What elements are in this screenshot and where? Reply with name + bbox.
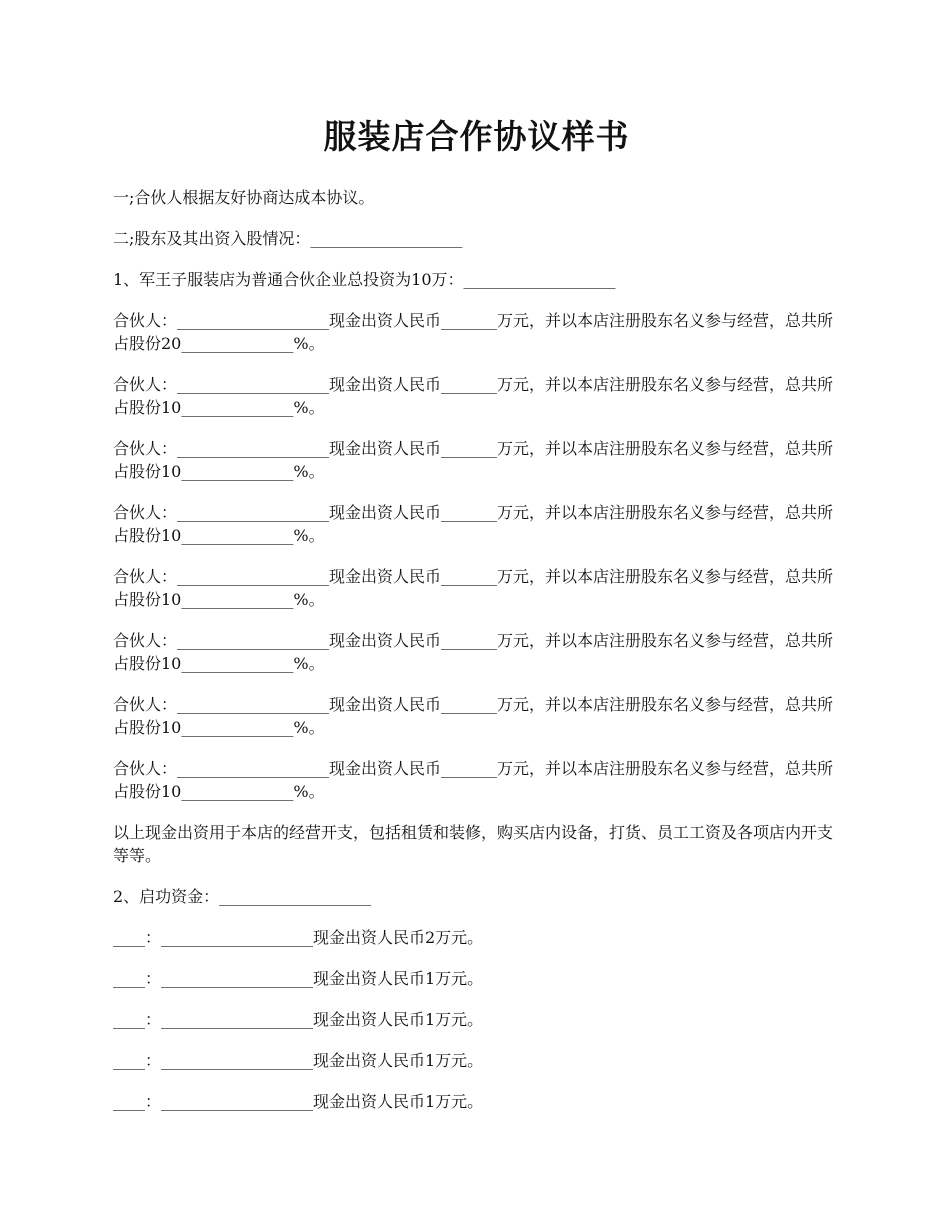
paragraph-partner-4: 合伙人：___________________现金出资人民币_______万元，并以本店注册股东名义参与经营，总共所占股份10______________%。 <box>113 503 834 545</box>
paragraph-partner-3: 合伙人：___________________现金出资人民币_______万元，并以本店注册股东名义参与经营，总共所占股份10______________%。 <box>113 439 834 481</box>
paragraph-partner-1: 合伙人：___________________现金出资人民币_______万元，并以本店注册股东名义参与经营，总共所占股份20______________%。 <box>113 311 834 353</box>
paragraph-startup-funds: 2、启功资金：___________________ <box>113 887 372 906</box>
paragraph-total-investment: 1、军王子服装店为普通合伙企业总投资为10万：___________________ <box>113 270 616 289</box>
paragraph-partner-8: 合伙人：___________________现金出资人民币_______万元，并以本店注册股东名义参与经营，总共所占股份10______________%。 <box>113 759 834 801</box>
paragraph-usage: 以上现金出资用于本店的经营开支，包括租赁和装修，购买店内设备，打货、员工工资及各项店内开支等等。 <box>113 823 834 865</box>
paragraph-partner-6: 合伙人：___________________现金出资人民币_______万元，并以本店注册股东名义参与经营，总共所占股份10______________%。 <box>113 631 834 673</box>
document-title: 服装店合作协议样书 <box>323 117 630 156</box>
paragraph-shareholders: 二;股东及其出资入股情况：___________________ <box>113 229 463 248</box>
paragraph-fund-line-4: ____：___________________现金出资人民币1万元。 <box>113 1051 484 1070</box>
paragraph-partner-2: 合伙人：___________________现金出资人民币_______万元，并以本店注册股东名义参与经营，总共所占股份10______________%。 <box>113 375 834 417</box>
document-body <box>113 186 840 1113</box>
paragraph-partner-7: 合伙人：___________________现金出资人民币_______万元，并以本店注册股东名义参与经营，总共所占股份10______________%。 <box>113 695 834 737</box>
paragraph-intro: 一;合伙人根据友好协商达成本协议。 <box>113 188 375 207</box>
paragraph-partner-5: 合伙人：___________________现金出资人民币_______万元，并以本店注册股东名义参与经营，总共所占股份10______________%。 <box>113 567 834 609</box>
paragraph-fund-line-3: ____：___________________现金出资人民币1万元。 <box>113 1010 484 1029</box>
paragraph-fund-line-5: ____：___________________现金出资人民币1万元。 <box>113 1092 484 1111</box>
paragraph-fund-line-2: ____：___________________现金出资人民币1万元。 <box>113 969 484 988</box>
paragraph-fund-line-1: ____：___________________现金出资人民币2万元。 <box>113 928 484 947</box>
